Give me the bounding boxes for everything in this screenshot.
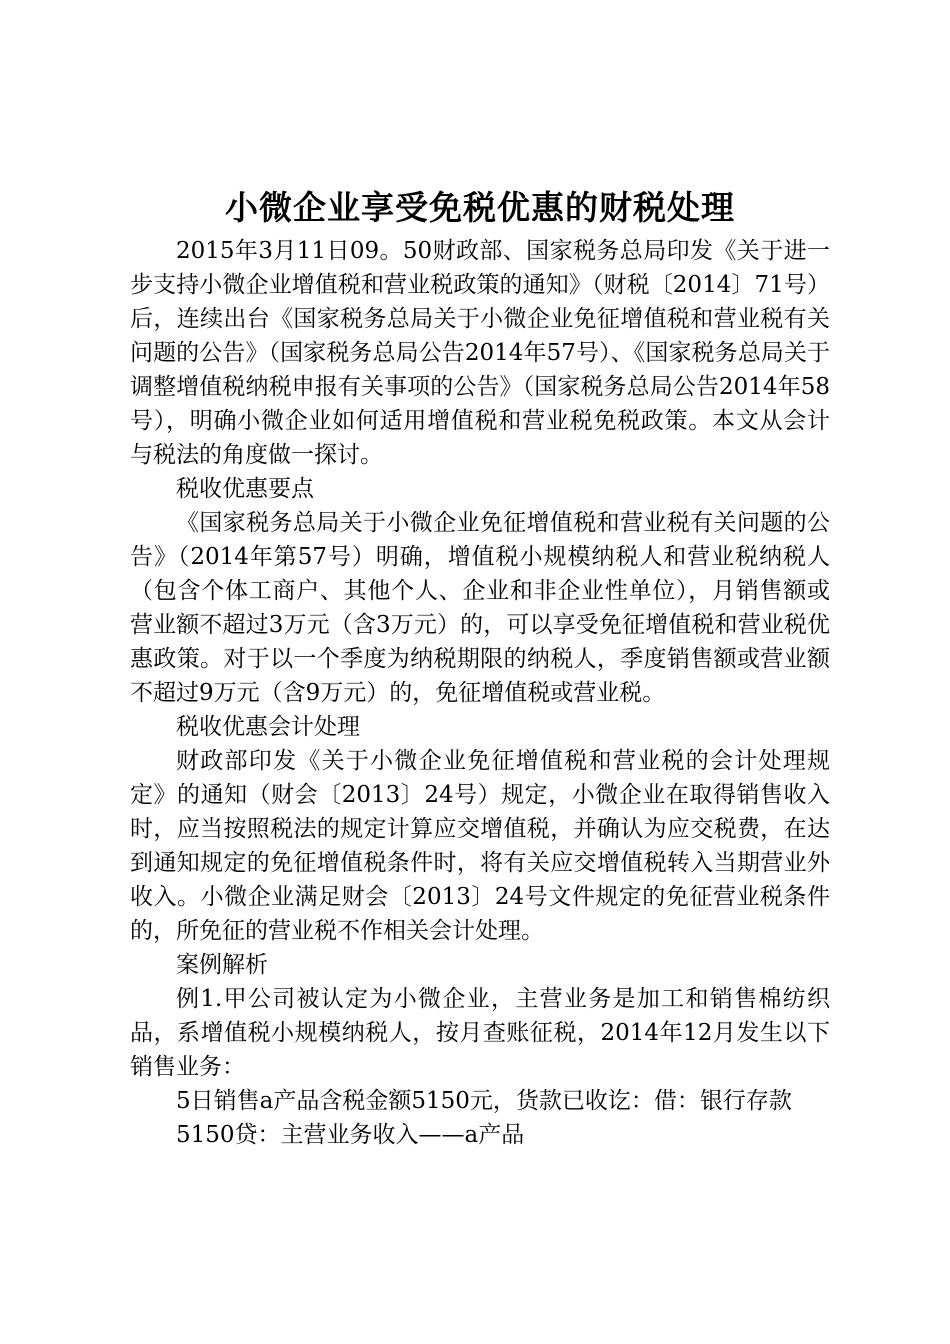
paragraph-accounting: 财政部印发《关于小微企业免征增值税和营业税的会计处理规定》的通知（财会〔2013〕24号）规定，小微企业在取得销售收入时，应当按照税法的规定计算应交增值税，并确认为应交税费，在达到通知规定的免征增值税条件时，将有关应交增值税转入当期营业外收入。小微企业满足财会〔2013〕24号文件规定的免征营业税条件的，所免征的营业税不作相关会计处理。 xyxy=(130,748,830,944)
section-heading-accounting: 税收优惠会计处理 xyxy=(176,714,360,740)
paragraph-intro: 2015年3月11日09。50财政部、国家税务总局印发《关于进一步支持小微企业增值税和营业税政策的通知》（财税〔2014〕71号）后，连续出台《国家税务总局关于小微企业免征增值税和营业税有关问题的公告》（国家税务总局公告2014年57号）、《国家税务总局关于调整增值税纳税申报有关事项的公告》（国家税务总局公告2014年58号），明确小微企业如何适用增值税和营业税免税政策。本文从会计与税法的角度做一探讨。 xyxy=(130,238,830,468)
document-title: 小微企业享受免税优惠的财税处理 xyxy=(225,188,735,227)
paragraph-case-entry: 5日销售a产品含税金额5150元，货款已收讫：借：银行存款 xyxy=(176,1088,792,1114)
paragraph-case-example: 例1.甲公司被认定为小微企业，主营业务是加工和销售棉纺织品，系增值税小规模纳税人，按月查账征税，2014年12月发生以下销售业务： xyxy=(130,986,830,1080)
section-heading-tax-points: 税收优惠要点 xyxy=(176,476,314,502)
paragraph-case-credit: 5150贷：主营业务收入——a产品 xyxy=(176,1122,525,1148)
section-heading-case: 案例解析 xyxy=(176,952,268,978)
document-body xyxy=(130,234,830,1152)
paragraph-tax-points: 《国家税务总局关于小微企业免征增值税和营业税有关问题的公告》（2014年第57号）明确，增值税小规模纳税人和营业税纳税人（包含个体工商户、其他个人、企业和非企业性单位），月销售额或营业额不超过3万元（含3万元）的，可以享受免征增值税和营业税优惠政策。对于以一个季度为纳税期限的纳税人，季度销售额或营业额不超过9万元（含9万元）的，免征增值税或营业税。 xyxy=(130,510,830,706)
